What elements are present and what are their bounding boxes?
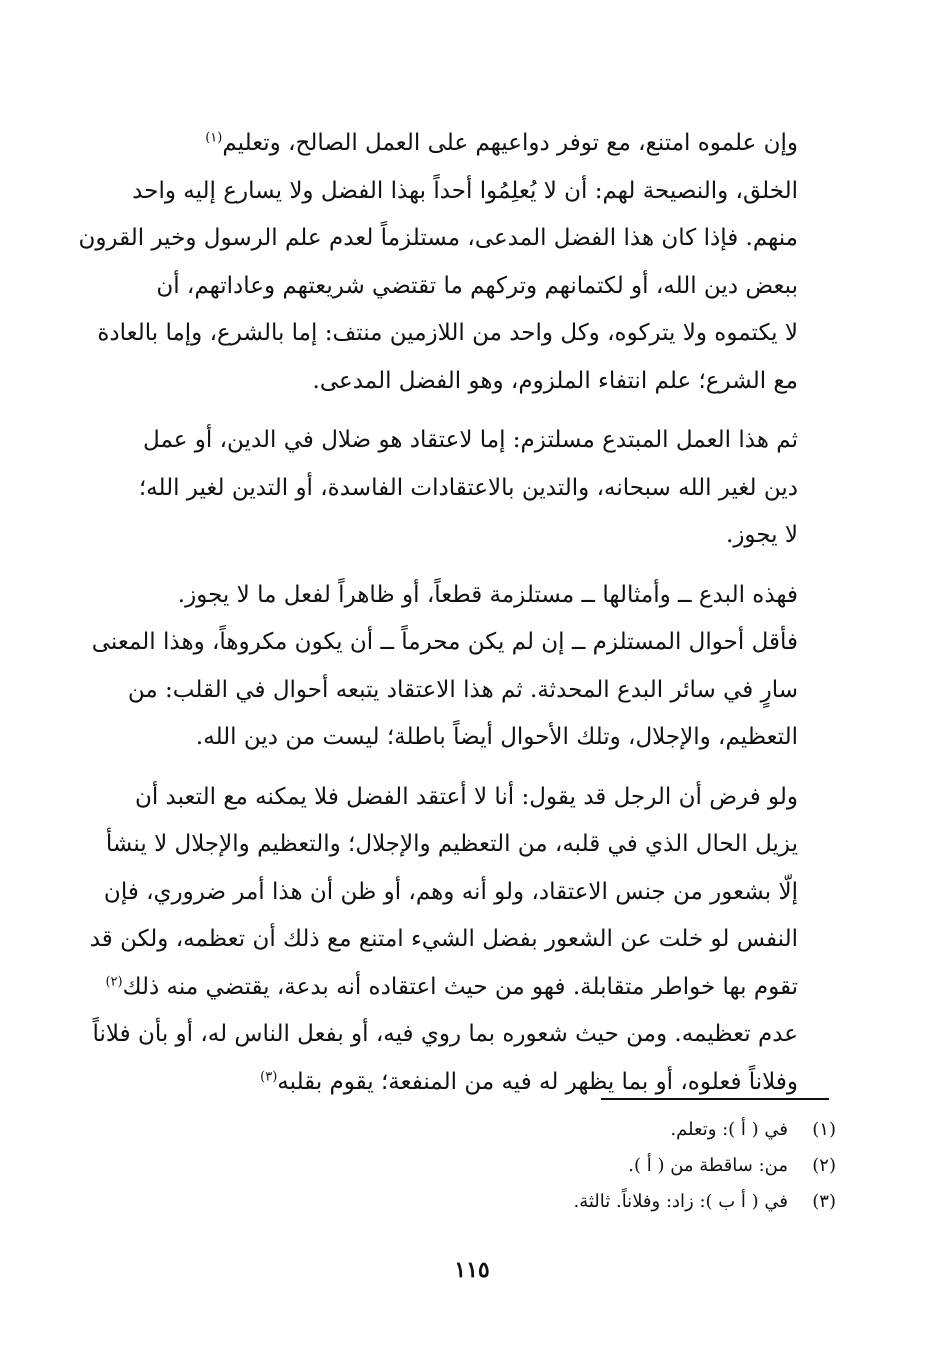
paragraph-2-line-3: لا يجوز.	[726, 522, 798, 548]
paragraph-4-line-4: النفس لو خلت عن الشعور بفضل الشيء امتنع مع ذلك أن تعظمه، ولكن قد	[89, 926, 798, 952]
footnote-ref-2: (٢)	[105, 973, 123, 989]
paragraph-2	[120, 417, 838, 560]
paragraph-4-line-3: إلّا بشعور من جنس الاعتقاد، ولو أنه وهم، أو ظن أن هذا أمر ضروري، فإن	[103, 878, 798, 905]
paragraph-4-line-2: يزيل الحال الذي في قلبه، من التعظيم والإجلال؛ والتعظيم والإجلال لا ينشأ	[105, 831, 798, 857]
paragraph-4	[89, 774, 838, 1107]
paragraph-1-line-3: منهم. فإذا كان هذا الفضل المدعى، مستلزماً لعدم علم الرسول وخير القرون	[78, 225, 798, 251]
footnote-1	[336, 1112, 836, 1148]
footnote-3	[336, 1184, 836, 1220]
paragraph-1-line-2: الخلق، والنصيحة لهم: أن لا يُعلِمُوا أحداً بهذا الفضل ولا يسارع إليه واحد	[132, 177, 798, 204]
paragraph-2-line-1: ثم هذا العمل المبتدع مسلتزم: إما لاعتقاد هو ضلال في الدين، أو عمل	[143, 427, 798, 453]
footnote-text: في ( أ ب ): زاد: وفلاناً. ثالثة.	[573, 1191, 788, 1212]
footnote-separator	[601, 1098, 829, 1100]
paragraph-2-line-2: دين لغير الله سبحانه، والتدين بالاعتقادات الفاسدة، أو التدين لغير الله؛	[138, 474, 798, 501]
footnote-ref-3: (٣)	[260, 1068, 278, 1084]
page-number: ١١٥	[454, 1257, 490, 1283]
footnote-number: (٣)	[812, 1191, 836, 1212]
footnotes	[336, 1112, 836, 1220]
footnote-number: (٢)	[812, 1155, 836, 1176]
paragraph-4-line-6: عدم تعظيمه. ومن حيث شعوره بما روي فيه، أو بفعل الناس له، أو بأن فلاناً	[92, 1021, 798, 1047]
main-text	[78, 120, 838, 1118]
footnote-2	[336, 1148, 836, 1184]
footnote-ref-1: (١)	[205, 130, 223, 146]
footnote-text: من: ساقطة من ( أ ).	[628, 1155, 788, 1176]
paragraph-4-line-7: وفلاناً فعلوه، أو بما يظهر له فيه من المنفعة؛ يقوم بقلبه$^{(٣)}$	[260, 1068, 798, 1095]
paragraph-3-line-4: التعظيم، والإجلال، وتلك الأحوال أيضاً باطلة؛ ليست من دين الله.	[195, 724, 798, 750]
footnote-text: في ( أ ): وتعلم.	[670, 1119, 788, 1140]
paragraph-1	[78, 120, 838, 405]
paragraph-1-line-4: ببعض دين الله، أو لكتمانهم وتركهم ما تقتضي شريعتهم وعاداتهم، أن	[156, 272, 798, 299]
paragraph-4-line-1: ولو فرض أن الرجل قد يقول: أنا لا أعتقد الفضل فلا يمكنه مع التعبد أن	[134, 783, 798, 810]
paragraph-4-line-5: تقوم بها خواطر متقابلة. فهو من حيث اعتقاده أنه بدعة، يقتضي منه ذلك$^{(٢)}$	[105, 973, 798, 1000]
paragraph-1-line-6: مع الشرع؛ علم انتفاء الملزوم، وهو الفضل المدعى.	[312, 367, 798, 394]
paragraph-3-line-2: فأقل أحوال المستلزم ــ إن لم يكن محرماً ــ أن يكون مكروهاً، وهذا المعنى	[91, 629, 798, 655]
footnote-number: (١)	[812, 1119, 836, 1140]
paragraph-3-line-1: فهذه البدع ــ وأمثالها ــ مستلزمة قطعاً، أو ظاهراً لفعل ما لا يجوز.	[177, 581, 798, 608]
paragraph-3-line-3: سارٍ في سائر البدع المحدثة. ثم هذا الاعتقاد يتبعه أحوال في القلب: من	[127, 676, 798, 703]
paragraph-1-line-5: لا يكتموه ولا يتركوه، وكل واحد من اللازمين منتف: إما بالشرع، وإما بالعادة	[97, 320, 798, 346]
paragraph-1-line-1: وإن علموه امتنع، مع توفر دواعيهم على العمل الصالح، وتعليم$^{(١)}$	[205, 130, 798, 156]
paragraph-3	[91, 572, 838, 762]
